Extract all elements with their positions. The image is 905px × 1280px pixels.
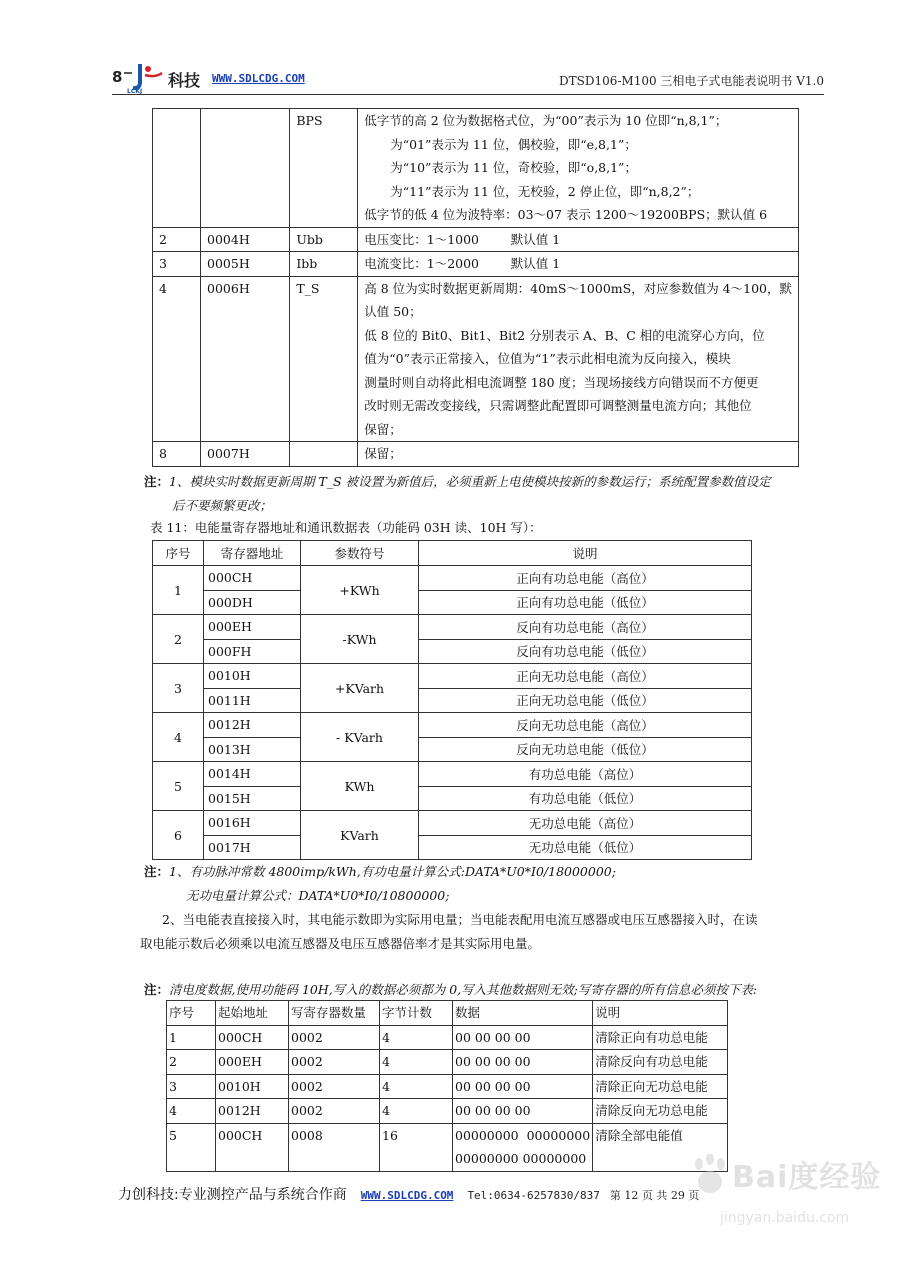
- row-address: 0013H: [204, 737, 301, 762]
- row-description: 反向无功总电能（高位）: [419, 713, 752, 738]
- desc-line: 低字节的低 4 位为波特率：03～07 表示 1200～19200BPS；默认值 6: [364, 207, 768, 222]
- table-row: [153, 227, 799, 252]
- row-no: 4: [167, 1099, 216, 1124]
- row-no: 5: [153, 762, 204, 811]
- table-row: [167, 1123, 728, 1171]
- table-row: [153, 786, 752, 811]
- table-row: [153, 762, 752, 787]
- clear-energy-table: [166, 1000, 728, 1172]
- row-address: 0015H: [204, 786, 301, 811]
- row-description: 正向有功总电能（低位）: [419, 590, 752, 615]
- note-2-formula: 无功电量计算公式：DATA*U0*I0/10800000;: [186, 888, 450, 903]
- row-symbol: T_S: [290, 276, 358, 442]
- desc-line: 保留；: [364, 421, 402, 437]
- row-no: 3: [153, 252, 201, 277]
- desc-line: 为“01”表示为 11 位，偶校验，即“e,8,1”；: [390, 136, 637, 152]
- row-description: 无功总电能（低位）: [419, 835, 752, 860]
- row-count: 0002: [289, 1050, 380, 1075]
- row-description: 清除正向有功总电能: [593, 1025, 728, 1050]
- table-row: [167, 1025, 728, 1050]
- watermark-url: jingyan.baidu.com: [720, 1210, 850, 1226]
- svg-text:LCKJ: LCKJ: [127, 88, 143, 94]
- row-no: 6: [153, 811, 204, 860]
- row-description: 有功总电能（高位）: [419, 762, 752, 787]
- row-no: [153, 109, 201, 228]
- row-description: 正向无功总电能（低位）: [419, 688, 752, 713]
- footer-website-link[interactable]: WWW.SDLCDG.COM: [360, 1189, 454, 1202]
- data-line: 00000000 00000000: [455, 1151, 587, 1166]
- row-description: 有功总电能（低位）: [419, 786, 752, 811]
- row-count: 0002: [289, 1074, 380, 1099]
- desc-line: 认值 50；: [364, 304, 422, 319]
- table-header-row: [167, 1001, 728, 1026]
- row-address: 000EH: [204, 615, 301, 640]
- col-header: 寄存器地址: [204, 541, 301, 566]
- row-symbol: [290, 442, 358, 467]
- row-address: 000CH: [204, 566, 301, 591]
- row-symbol: -KWh: [301, 615, 419, 664]
- row-no: 1: [167, 1025, 216, 1050]
- row-count: 0008: [289, 1123, 380, 1171]
- row-address: 0011H: [204, 688, 301, 713]
- row-no: 2: [167, 1050, 216, 1075]
- row-address: 000CH: [216, 1025, 289, 1050]
- table-row: [153, 664, 752, 689]
- row-no: 3: [153, 664, 204, 713]
- row-address: 0012H: [204, 713, 301, 738]
- desc-line: 电压变比：1～1000 默认值 1: [364, 231, 561, 247]
- note-text: 1、模块实时数据更新周期 T_S 被设置为新值后，必须重新上电使模块按新的参数运行；系统配置参数值设定: [169, 474, 771, 489]
- table-row: [153, 835, 752, 860]
- note-text: 1、有功脉冲常数 4800imp/kWh,有功电量计算公式:DATA*U0*I0/18000000;: [169, 864, 616, 879]
- desc-line: 低字节的高 2 位为数据格式位，为“00”表示为 10 位即“n,8,1”；: [364, 113, 728, 128]
- row-description: 无功总电能（高位）: [419, 811, 752, 836]
- row-bytes: 16: [380, 1123, 453, 1171]
- row-address: 0010H: [216, 1074, 289, 1099]
- row-symbol: KWh: [301, 762, 419, 811]
- row-data: 00 00 00 00: [453, 1025, 593, 1050]
- row-address: 000EH: [216, 1050, 289, 1075]
- note-label: 注：: [144, 474, 170, 489]
- row-no: 3: [167, 1074, 216, 1099]
- col-header: 数据: [453, 1001, 593, 1026]
- table-row: [153, 590, 752, 615]
- table-row: [153, 276, 799, 442]
- col-header: 说明: [419, 541, 752, 566]
- col-header: 说明: [593, 1001, 728, 1026]
- row-address: 0004H: [201, 227, 290, 252]
- row-symbol: +KWh: [301, 566, 419, 615]
- row-description: 清除反向有功总电能: [593, 1050, 728, 1075]
- paw-icon: [690, 1154, 730, 1198]
- row-address: 0006H: [201, 276, 290, 442]
- row-no: 8: [153, 442, 201, 467]
- desc-line: 为“10”表示为 11 位，奇校验，即“o,8,1”；: [390, 160, 637, 175]
- col-header: 参数符号: [301, 541, 419, 566]
- col-header: 字节计数: [380, 1001, 453, 1026]
- row-bytes: 4: [380, 1050, 453, 1075]
- table-row: [153, 566, 752, 591]
- desc-line: 测量时则自动将此相电流调整 180 度；当现场接线方向错误而不方便更: [364, 374, 759, 390]
- row-description: 清除反向无功总电能: [593, 1099, 728, 1124]
- row-address: 000FH: [204, 639, 301, 664]
- watermark-text: Bai度经验: [732, 1160, 882, 1195]
- row-description: 反向有功总电能（低位）: [419, 639, 752, 664]
- footer-page-number: 第 12 页 共 29 页: [609, 1189, 700, 1202]
- table-row: [167, 1099, 728, 1124]
- row-count: 0002: [289, 1099, 380, 1124]
- row-symbol: - KVarh: [301, 713, 419, 762]
- note-2: [144, 860, 616, 884]
- col-header: 序号: [153, 541, 204, 566]
- row-description: [358, 227, 799, 252]
- parameter-register-table: [152, 108, 799, 467]
- note-label: 注：: [144, 982, 170, 997]
- footer-company: 力创科技:专业测控产品与系统合作商: [118, 1187, 347, 1203]
- brand-name: 科技: [168, 71, 201, 90]
- row-address: 0017H: [204, 835, 301, 860]
- row-no: 5: [167, 1123, 216, 1171]
- row-no: 2: [153, 227, 201, 252]
- row-count: 0002: [289, 1025, 380, 1050]
- svg-text:8: 8: [112, 68, 123, 86]
- row-description: [358, 442, 799, 467]
- row-description: 正向无功总电能（高位）: [419, 664, 752, 689]
- row-address: 0016H: [204, 811, 301, 836]
- row-address: 0014H: [204, 762, 301, 787]
- desc-line: 低 8 位的 Bit0、Bit1、Bit2 分别表示 A、B、C 相的电流穿心方向，位: [364, 327, 765, 343]
- row-no: 4: [153, 276, 201, 442]
- note-2-item2: 2、当电能表直接接入时，其电能示数即为实际用电量；当电能表配用电流互感器或电压互感器接入时，在读: [162, 912, 758, 927]
- row-description: [358, 109, 799, 228]
- watermark: [690, 1148, 895, 1238]
- table-row: [153, 737, 752, 762]
- row-symbol: Ibb: [290, 252, 358, 277]
- note-label: 注：: [144, 864, 170, 879]
- energy-register-table: [152, 540, 752, 860]
- table-row: [153, 688, 752, 713]
- row-address: 000DH: [204, 590, 301, 615]
- footer-tel: Tel:0634-6257830/837: [467, 1189, 600, 1202]
- col-header: 起始地址: [216, 1001, 289, 1026]
- header-rule: [112, 94, 824, 95]
- row-address: [201, 109, 290, 228]
- row-address: 0007H: [201, 442, 290, 467]
- row-description: 反向无功总电能（低位）: [419, 737, 752, 762]
- row-no: 4: [153, 713, 204, 762]
- row-bytes: 4: [380, 1074, 453, 1099]
- row-no: 1: [153, 566, 204, 615]
- table-header-row: [153, 541, 752, 566]
- table-row: [153, 639, 752, 664]
- table-row: [153, 615, 752, 640]
- row-address: 0010H: [204, 664, 301, 689]
- page-header: [112, 60, 824, 94]
- row-address: 0012H: [216, 1099, 289, 1124]
- row-description: 反向有功总电能（高位）: [419, 615, 752, 640]
- col-header: 写寄存器数量: [289, 1001, 380, 1026]
- row-description: 清除正向无功总电能: [593, 1074, 728, 1099]
- row-symbol: +KVarh: [301, 664, 419, 713]
- row-bytes: 4: [380, 1099, 453, 1124]
- row-data: 00 00 00 00: [453, 1099, 593, 1124]
- desc-line: 值为“0”表示正常接入，位值为“1”表示此相电流为反向接入，模块: [364, 351, 731, 366]
- row-description: [358, 252, 799, 277]
- note-1-cont: 后不要频繁更改；: [172, 498, 273, 513]
- row-description: 正向有功总电能（高位）: [419, 566, 752, 591]
- row-address: 000CH: [216, 1123, 289, 1171]
- desc-line: 改时则无需改变接线，只需调整此配置即可调整测量电流方向；其他位: [364, 398, 752, 413]
- row-symbol: BPS: [290, 109, 358, 228]
- table-row: [153, 252, 799, 277]
- row-data: 00 00 00 00: [453, 1050, 593, 1075]
- table-row: [167, 1074, 728, 1099]
- row-data: [453, 1123, 593, 1171]
- company-logo: [112, 62, 176, 94]
- note-3: [144, 978, 757, 1002]
- table-row: [153, 713, 752, 738]
- col-header: 序号: [167, 1001, 216, 1026]
- table-row: [167, 1050, 728, 1075]
- note-1: [144, 470, 771, 494]
- row-description: 清除全部电能值: [593, 1123, 728, 1171]
- data-line: 00000000 00000000: [455, 1127, 591, 1143]
- row-data: 00 00 00 00: [453, 1074, 593, 1099]
- desc-line: 高 8 位为实时数据更新周期：40mS～1000mS，对应参数值为 4～100，默: [364, 280, 792, 296]
- table-row: [153, 442, 799, 467]
- row-bytes: 4: [380, 1025, 453, 1050]
- note-text: 清电度数据,使用功能码 10H,写入的数据必须都为 0,写入其他数据则无效;写寄存器的所有信息必须按下表:: [169, 982, 758, 997]
- website-link[interactable]: WWW.SDLCDG.COM: [212, 72, 305, 85]
- desc-line: 电流变比：1～2000 默认值 1: [364, 256, 561, 271]
- desc-line: 为“11”表示为 11 位，无校验，2 停止位，即“n,8,2”；: [390, 183, 700, 199]
- table-caption: 表 11：电能量寄存器地址和通讯数据表（功能码 03H 读、10H 写）：: [150, 520, 542, 535]
- row-symbol: Ubb: [290, 227, 358, 252]
- table-row: [153, 811, 752, 836]
- document-title: DTSD106-M100 三相电子式电能表说明书 V1.0: [559, 74, 824, 88]
- note-2-item2-cont: 取电能示数后必须乘以电流互感器及电压互感器倍率才是其实际用电量。: [140, 936, 541, 951]
- row-address: 0005H: [201, 252, 290, 277]
- row-symbol: KVarh: [301, 811, 419, 860]
- desc-line: 保留；: [364, 446, 402, 461]
- row-no: 2: [153, 615, 204, 664]
- row-description: [358, 276, 799, 442]
- table-row: [153, 109, 799, 228]
